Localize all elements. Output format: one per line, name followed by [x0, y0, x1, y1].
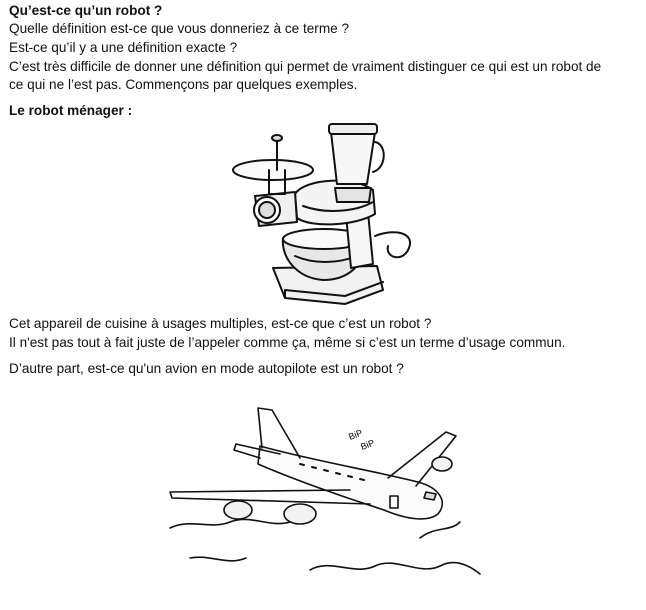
kitchen-robot-illustration [225, 118, 425, 310]
plane-beep-text-1: BiP [347, 427, 364, 442]
page-title: Qu’est-ce qu’un robot ? [9, 3, 163, 18]
mixer-question-line: Cet appareil de cuisine à usages multiples, est-ce que c’est un robot ? [9, 316, 432, 331]
intro-line-3: C’est très difficile de donner une définition qui permet de vraiment distinguer ce qui est un robot de [9, 59, 602, 74]
plane-beep-text-2: BiP [359, 437, 376, 452]
section-heading-robot-menager: Le robot ménager : [9, 103, 133, 118]
plane-question-line: D’autre part, est-ce qu'un avion en mode autopilote est un robot ? [9, 361, 404, 376]
intro-line-1: Quelle définition est-ce que vous donneriez à ce terme ? [9, 21, 350, 36]
mixer-explanation-line: Il n'est pas tout à fait juste de l’appeler comme ça, même si c’est un terme d’usage commun. [9, 335, 566, 350]
airplane-illustration [150, 398, 500, 598]
intro-line-4: ce qui ne l’est pas. Commençons par quelques exemples. [9, 77, 358, 92]
intro-line-2: Est-ce qu’il y a une définition exacte ? [9, 40, 238, 55]
